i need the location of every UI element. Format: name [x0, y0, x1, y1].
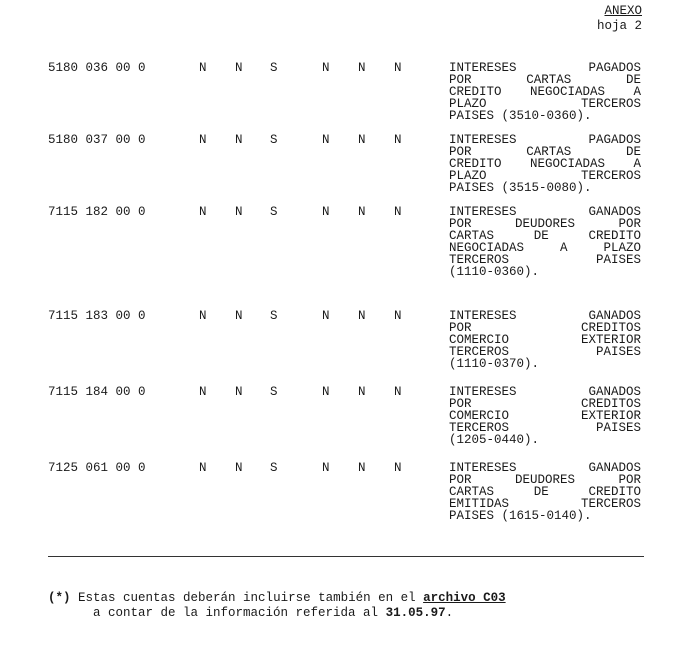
flag-cell: N — [235, 309, 243, 323]
flag-cell: S — [270, 133, 278, 147]
footnote — [48, 591, 506, 621]
description-line: POR DEUDORES POR — [449, 473, 641, 487]
footnote-line-2 — [48, 606, 506, 621]
flag-cell: N — [235, 385, 243, 399]
account-description — [449, 386, 641, 446]
flag-cell: N — [394, 461, 402, 475]
description-line: INTERESES PAGADOS — [449, 61, 641, 75]
description-line: PAISES (3510-0360). — [449, 109, 592, 123]
flag-cell: N — [322, 205, 330, 219]
account-code: 7115 183 00 0 — [48, 309, 146, 323]
description-line: CREDITO NEGOCIADAS A — [449, 157, 641, 171]
flag-cell: N — [235, 205, 243, 219]
archive-reference: archivo C03 — [423, 591, 506, 605]
flag-cell: N — [199, 133, 207, 147]
description-line: PAISES (1615-0140). — [449, 509, 592, 523]
description-line: INTERESES PAGADOS — [449, 133, 641, 147]
flag-cell: N — [235, 133, 243, 147]
account-description — [449, 310, 641, 370]
description-line: (1110-0360). — [449, 265, 540, 279]
flag-cell: N — [394, 309, 402, 323]
flag-cell: S — [270, 385, 278, 399]
flag-cell: N — [235, 61, 243, 75]
flag-cell: N — [358, 205, 366, 219]
account-code: 7125 061 00 0 — [48, 461, 146, 475]
description-line: POR CARTAS DE — [449, 73, 641, 87]
separator-rule — [48, 556, 644, 557]
footnote-line-1 — [48, 591, 506, 606]
flag-cell: S — [270, 461, 278, 475]
account-description — [449, 462, 641, 522]
account-code: 5180 036 00 0 — [48, 61, 146, 75]
flag-cell: N — [394, 205, 402, 219]
flag-cell: N — [235, 461, 243, 475]
description-line: EMITIDAS TERCEROS — [449, 497, 641, 511]
description-line: INTERESES GANADOS — [449, 205, 641, 219]
description-line: PAISES (3515-0080). — [449, 181, 592, 195]
account-description — [449, 134, 641, 194]
account-code: 7115 184 00 0 — [48, 385, 146, 399]
description-line: (1205-0440). — [449, 433, 540, 447]
annex-header — [597, 4, 642, 34]
account-description — [449, 62, 641, 122]
flag-cell: N — [322, 309, 330, 323]
footnote-text-1: Estas cuentas deberán incluirse también en el — [78, 591, 424, 605]
footnote-marker: (*) — [48, 591, 71, 605]
footnote-text-2-end: . — [445, 606, 454, 620]
footnote-text-2: a contar de la información referida al — [93, 606, 386, 620]
flag-cell: N — [358, 461, 366, 475]
flag-cell: N — [394, 61, 402, 75]
description-line: NEGOCIADAS A PLAZO — [449, 241, 641, 255]
description-line: PLAZO TERCEROS — [449, 169, 641, 183]
flag-cell: N — [322, 61, 330, 75]
description-line: COMERCIO EXTERIOR — [449, 409, 641, 423]
description-line: (1110-0370). — [449, 357, 540, 371]
description-line: CARTAS DE CREDITO — [449, 229, 641, 243]
description-line: PLAZO TERCEROS — [449, 97, 641, 111]
flag-cell: S — [270, 61, 278, 75]
description-line: POR CARTAS DE — [449, 145, 641, 159]
description-line: INTERESES GANADOS — [449, 309, 641, 323]
flag-cell: N — [322, 461, 330, 475]
description-line: COMERCIO EXTERIOR — [449, 333, 641, 347]
description-line: CREDITO NEGOCIADAS A — [449, 85, 641, 99]
flag-cell: S — [270, 205, 278, 219]
account-code: 7115 182 00 0 — [48, 205, 146, 219]
flag-cell: N — [199, 309, 207, 323]
flag-cell: N — [394, 133, 402, 147]
description-line: INTERESES GANADOS — [449, 385, 641, 399]
flag-cell: N — [322, 385, 330, 399]
flag-cell: N — [199, 61, 207, 75]
description-line: POR CREDITOS — [449, 321, 641, 335]
flag-cell: N — [199, 385, 207, 399]
footnote-date: 31.05.97 — [385, 606, 446, 620]
flag-cell: N — [322, 133, 330, 147]
flag-cell: N — [358, 385, 366, 399]
flag-cell: N — [199, 205, 207, 219]
flag-cell: N — [199, 461, 207, 475]
account-code: 5180 037 00 0 — [48, 133, 146, 147]
description-line: POR DEUDORES POR — [449, 217, 641, 231]
flag-cell: S — [270, 309, 278, 323]
flag-cell: N — [358, 309, 366, 323]
description-line: TERCEROS PAISES — [449, 253, 641, 267]
description-line: CARTAS DE CREDITO — [449, 485, 641, 499]
description-line: TERCEROS PAISES — [449, 421, 641, 435]
description-line: POR CREDITOS — [449, 397, 641, 411]
flag-cell: N — [394, 385, 402, 399]
flag-cell: N — [358, 61, 366, 75]
account-description — [449, 206, 641, 278]
annex-title: ANEXO — [604, 4, 642, 18]
description-line: INTERESES GANADOS — [449, 461, 641, 475]
flag-cell: N — [358, 133, 366, 147]
sheet-number: hoja 2 — [596, 19, 642, 33]
description-line: TERCEROS PAISES — [449, 345, 641, 359]
